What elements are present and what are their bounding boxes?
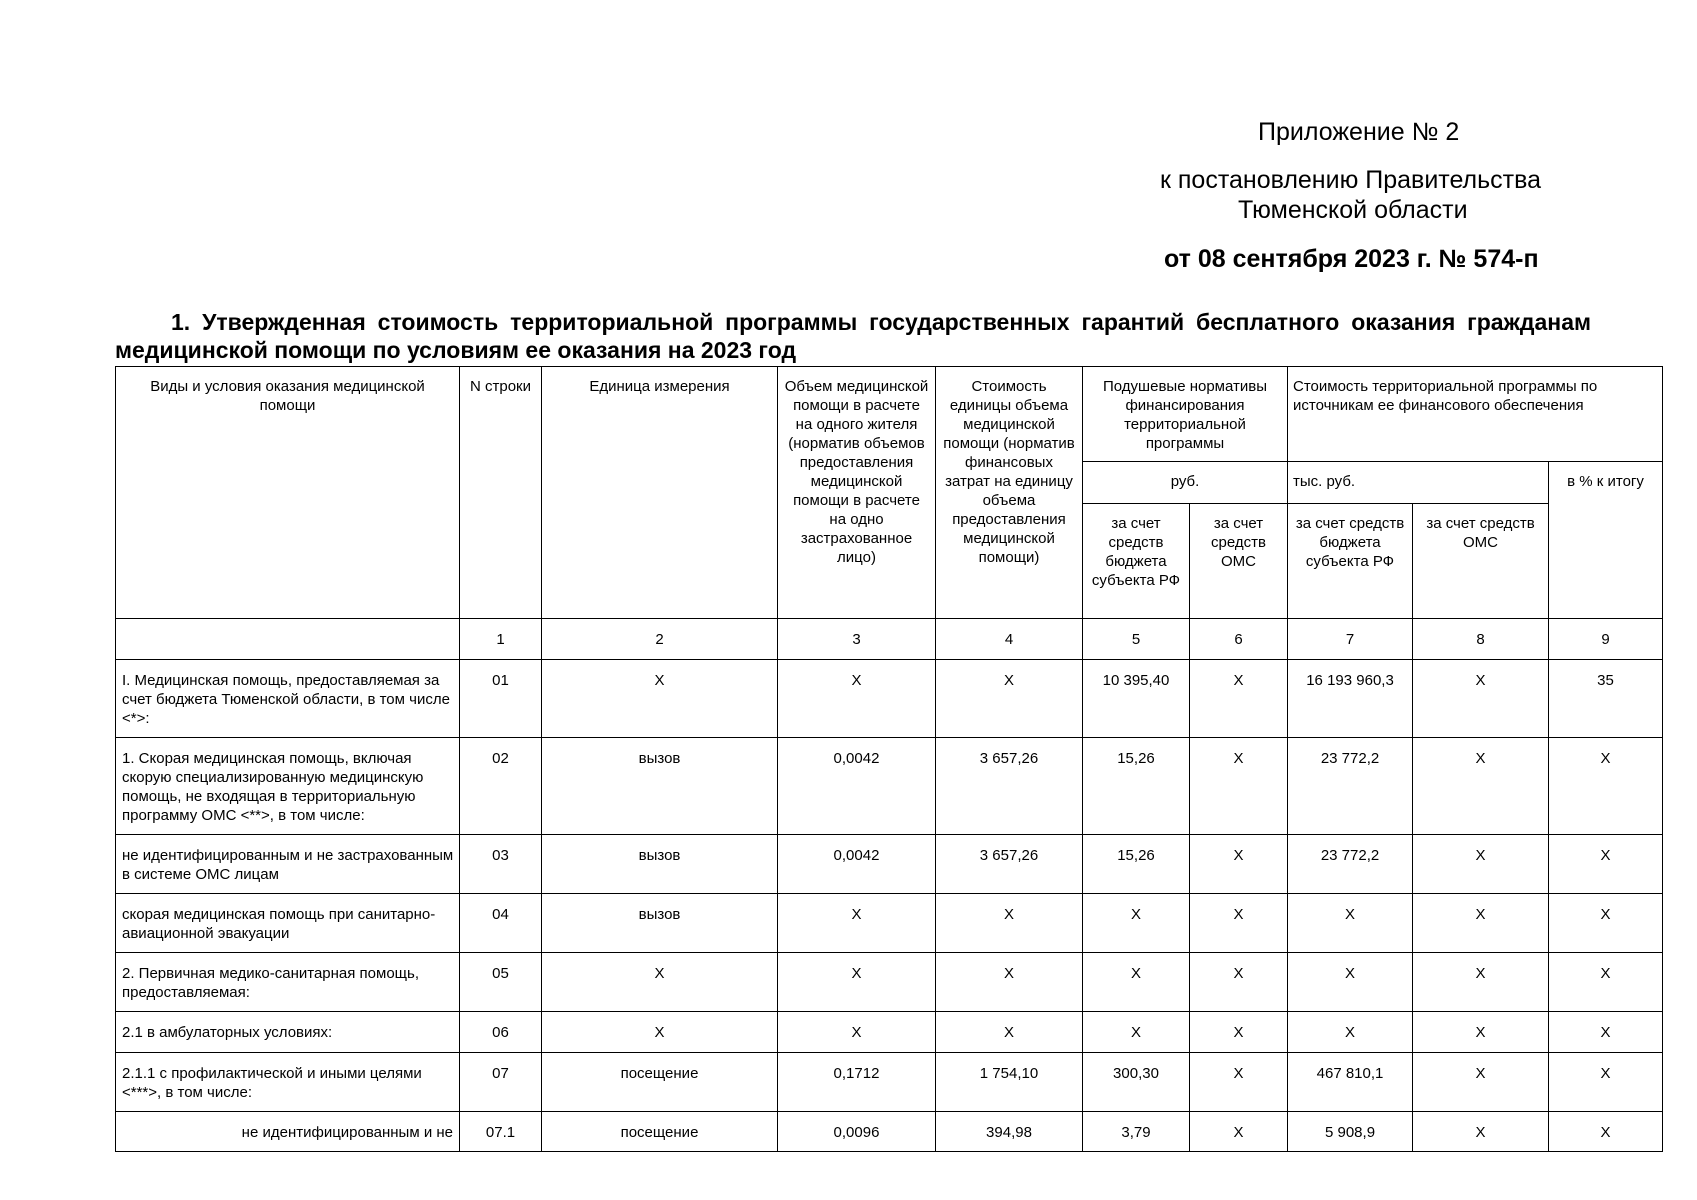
row-unit: X [542, 1012, 778, 1053]
row-name: 2.1 в амбулаторных условиях: [116, 1012, 460, 1053]
resolution-line-2: Тюменской области [1238, 196, 1468, 224]
row-percent: X [1549, 1053, 1663, 1112]
row-number: 05 [460, 953, 542, 1012]
header-thous-rub: тыс. руб. [1288, 462, 1549, 504]
table-row [116, 738, 1663, 835]
column-number: 1 [460, 619, 542, 660]
row-number: 07.1 [460, 1112, 542, 1152]
row-name: не идентифицированным и не застрахованным в системе ОМС лицам [116, 835, 460, 894]
header-percent-total: в % к итогу [1549, 462, 1663, 619]
column-number: 9 [1549, 619, 1663, 660]
column-number: 2 [542, 619, 778, 660]
column-number: 6 [1190, 619, 1288, 660]
header-kind: Виды и условия оказания медицинской помощи [116, 367, 460, 619]
column-number: 8 [1413, 619, 1549, 660]
row-rub-oms: X [1190, 894, 1288, 953]
resolution-date-number: от 08 сентября 2023 г. № 574-п [1164, 245, 1539, 273]
row-volume: 0,0042 [778, 835, 936, 894]
row-number: 06 [460, 1012, 542, 1053]
row-rub-budget: 10 395,40 [1083, 660, 1190, 738]
row-percent: X [1549, 835, 1663, 894]
row-percent: X [1549, 1112, 1663, 1152]
header-row-1 [116, 367, 1663, 462]
header-rub-budget: за счет средств бюджета субъекта РФ [1083, 504, 1190, 619]
table-row [116, 894, 1663, 953]
header-thous-oms: за счет средств ОМС [1413, 504, 1549, 619]
row-thous-budget: 23 772,2 [1288, 835, 1413, 894]
column-number: 7 [1288, 619, 1413, 660]
row-unit: вызов [542, 894, 778, 953]
row-thous-budget: X [1288, 953, 1413, 1012]
row-unit: вызов [542, 835, 778, 894]
program-cost-table [115, 366, 1663, 1152]
header-thous-budget: за счет средств бюджета субъекта РФ [1288, 504, 1413, 619]
row-thous-oms: X [1413, 660, 1549, 738]
row-thous-oms: X [1413, 1053, 1549, 1112]
row-thous-budget: X [1288, 1012, 1413, 1053]
row-unit: посещение [542, 1053, 778, 1112]
row-name: 1. Скорая медицинская помощь, включая скорую специализированную медицинскую помощь, не входящая в территориальную программу ОМС <**>, в том числе: [116, 738, 460, 835]
row-number: 03 [460, 835, 542, 894]
row-name: 2.1.1 с профилактической и иными целями <***>, в том числе: [116, 1053, 460, 1112]
row-unit-cost: 3 657,26 [936, 835, 1083, 894]
row-unit-cost: 394,98 [936, 1112, 1083, 1152]
header-rub: руб. [1083, 462, 1288, 504]
section-title: 1. Утвержденная стоимость территориальной программы государственных гарантий бесплатного оказания гражданам медицинской помощи по условиям ее оказания на 2023 год [115, 309, 1591, 363]
row-percent: X [1549, 953, 1663, 1012]
row-percent: X [1549, 1012, 1663, 1053]
row-number: 04 [460, 894, 542, 953]
row-name: не идентифицированным и не [116, 1112, 460, 1152]
row-percent: X [1549, 894, 1663, 953]
row-thous-oms: X [1413, 1112, 1549, 1152]
row-thous-oms: X [1413, 835, 1549, 894]
column-number: 4 [936, 619, 1083, 660]
row-rub-oms: X [1190, 1053, 1288, 1112]
row-rub-oms: X [1190, 953, 1288, 1012]
header-row-number: N строки [460, 367, 542, 619]
row-name: I. Медицинская помощь, предоставляемая за счет бюджета Тюменской области, в том числе <*>: [116, 660, 460, 738]
row-percent: X [1549, 738, 1663, 835]
row-number: 07 [460, 1053, 542, 1112]
row-rub-oms: X [1190, 738, 1288, 835]
row-rub-budget: X [1083, 1012, 1190, 1053]
row-percent: 35 [1549, 660, 1663, 738]
table-row [116, 1112, 1663, 1152]
resolution-line-1: к постановлению Правительства [1160, 166, 1542, 194]
column-number-row [116, 619, 1663, 660]
row-unit: посещение [542, 1112, 778, 1152]
row-rub-budget: 3,79 [1083, 1112, 1190, 1152]
row-rub-oms: X [1190, 1112, 1288, 1152]
row-volume: X [778, 1012, 936, 1053]
row-unit-cost: 3 657,26 [936, 738, 1083, 835]
table-row [116, 1053, 1663, 1112]
header-per-capita: Подушевые нормативы финансирования территориальной программы [1083, 367, 1288, 462]
table-row [116, 1012, 1663, 1053]
column-number [116, 619, 460, 660]
row-thous-oms: X [1413, 894, 1549, 953]
row-unit-cost: X [936, 953, 1083, 1012]
row-unit: X [542, 953, 778, 1012]
row-rub-budget: 15,26 [1083, 835, 1190, 894]
row-volume: 0,1712 [778, 1053, 936, 1112]
row-unit-cost: 1 754,10 [936, 1053, 1083, 1112]
row-rub-budget: 15,26 [1083, 738, 1190, 835]
row-thous-budget: 467 810,1 [1288, 1053, 1413, 1112]
row-thous-oms: X [1413, 1012, 1549, 1053]
row-unit: вызов [542, 738, 778, 835]
row-volume: X [778, 894, 936, 953]
row-number: 01 [460, 660, 542, 738]
row-unit-cost: X [936, 1012, 1083, 1053]
row-unit-cost: X [936, 894, 1083, 953]
row-rub-budget: X [1083, 894, 1190, 953]
table-row [116, 953, 1663, 1012]
header-program-cost: Стоимость территориальной программы по источникам ее финансового обеспечения [1288, 367, 1663, 462]
row-thous-oms: X [1413, 953, 1549, 1012]
table-row [116, 835, 1663, 894]
row-volume: 0,0042 [778, 738, 936, 835]
row-rub-oms: X [1190, 660, 1288, 738]
header-rub-oms: за счет средств ОМС [1190, 504, 1288, 619]
column-number: 3 [778, 619, 936, 660]
header-volume: Объем медицинской помощи в расчете на одного жителя (норматив объемов предоставления медицинской помощи в расчете на одно застрахованное лицо) [778, 367, 936, 619]
row-volume: 0,0096 [778, 1112, 936, 1152]
row-volume: X [778, 953, 936, 1012]
column-number: 5 [1083, 619, 1190, 660]
row-unit: X [542, 660, 778, 738]
row-name: 2. Первичная медико-санитарная помощь, предоставляемая: [116, 953, 460, 1012]
row-thous-oms: X [1413, 738, 1549, 835]
row-thous-budget: 16 193 960,3 [1288, 660, 1413, 738]
row-rub-budget: X [1083, 953, 1190, 1012]
row-number: 02 [460, 738, 542, 835]
header-unit-cost: Стоимость единицы объема медицинской помощи (норматив финансовых затрат на единицу объема предоставления медицинской помощи) [936, 367, 1083, 619]
row-rub-oms: X [1190, 835, 1288, 894]
row-rub-oms: X [1190, 1012, 1288, 1053]
row-volume: X [778, 660, 936, 738]
table-row [116, 660, 1663, 738]
row-thous-budget: 23 772,2 [1288, 738, 1413, 835]
header-unit: Единица измерения [542, 367, 778, 619]
row-name: скорая медицинская помощь при санитарно-авиационной эвакуации [116, 894, 460, 953]
row-thous-budget: 5 908,9 [1288, 1112, 1413, 1152]
row-thous-budget: X [1288, 894, 1413, 953]
row-unit-cost: X [936, 660, 1083, 738]
row-rub-budget: 300,30 [1083, 1053, 1190, 1112]
appendix-label: Приложение № 2 [1258, 118, 1460, 146]
